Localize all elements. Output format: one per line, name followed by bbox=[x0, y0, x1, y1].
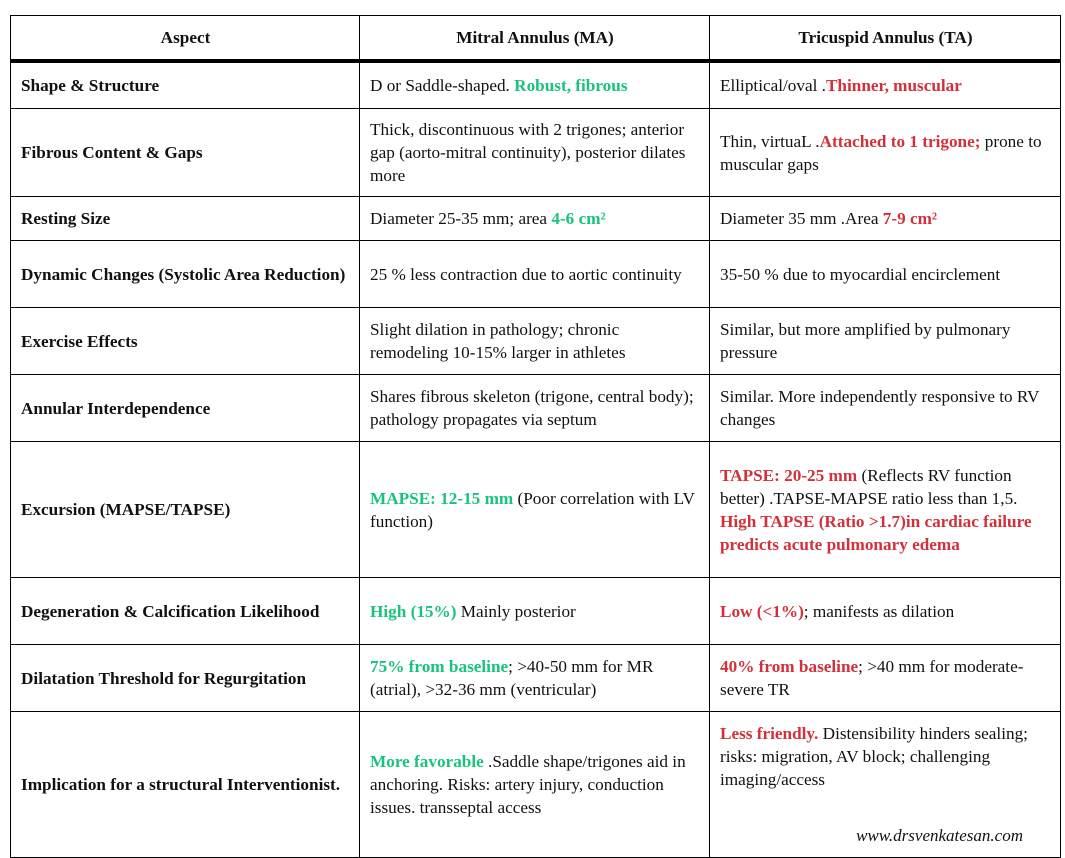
cell-text: Thick, discontinuous with 2 trigones; anterior gap (aorto-mitral continuity), posterior dilates more bbox=[370, 120, 686, 185]
aspect-cell: Implication for a structural Interventionist. bbox=[11, 712, 360, 858]
watermark: www.drsvenkatesan.com bbox=[856, 826, 1023, 845]
favorable-text: Robust, fibrous bbox=[514, 76, 628, 95]
cell-text: Similar, but more amplified by pulmonary pressure bbox=[720, 320, 1011, 362]
table-row bbox=[11, 578, 1061, 645]
tricuspid-cell bbox=[710, 375, 1061, 442]
tricuspid-cell bbox=[710, 712, 1061, 858]
mitral-cell bbox=[360, 61, 710, 109]
tricuspid-cell bbox=[710, 109, 1061, 197]
cell-text: Diameter 25-35 mm; area bbox=[370, 209, 552, 228]
mitral-cell bbox=[360, 442, 710, 578]
aspect-cell: Annular Interdependence bbox=[11, 375, 360, 442]
mitral-cell bbox=[360, 241, 710, 308]
mitral-cell bbox=[360, 645, 710, 712]
unfavorable-text: Low (<1%) bbox=[720, 601, 804, 621]
cell-text: Shares fibrous skeleton (trigone, central body); pathology propagates via septum bbox=[370, 387, 694, 429]
cell-text: 25 % less contraction due to aortic continuity bbox=[370, 264, 682, 284]
table-row bbox=[11, 308, 1061, 375]
cell-text: Slight dilation in pathology; chronic remodeling 10-15% larger in athletes bbox=[370, 320, 626, 362]
table-row bbox=[11, 241, 1061, 308]
cell-text: .Saddle shape/trigones aid in anchoring. Risks: artery injury, conduction issues. transseptal access bbox=[370, 752, 686, 817]
aspect-cell: Shape & Structure bbox=[11, 61, 360, 109]
mitral-cell bbox=[360, 375, 710, 442]
cell-text: (Poor correlation with LV function) bbox=[370, 488, 695, 531]
comparison-table bbox=[10, 15, 1061, 858]
cell-text: 35-50 % due to myocardial encirclement bbox=[720, 264, 1001, 284]
unfavorable-text: 7-9 cm² bbox=[882, 209, 938, 228]
aspect-cell: Resting Size bbox=[11, 197, 360, 241]
unfavorable-text: TAPSE: 20-25 mm bbox=[720, 465, 858, 485]
mitral-cell bbox=[360, 578, 710, 645]
table-row bbox=[11, 197, 1061, 241]
cell-text: D or Saddle-shaped. bbox=[370, 76, 515, 95]
table-row bbox=[11, 109, 1061, 197]
table-row bbox=[11, 645, 1061, 712]
header-aspect: Aspect bbox=[11, 16, 360, 62]
header-mitral: Mitral Annulus (MA) bbox=[360, 16, 710, 62]
cell-text: Similar. More independently responsive to RV changes bbox=[720, 387, 1040, 429]
cell-text: ; >40 mm for moderate-severe TR bbox=[720, 657, 1024, 699]
unfavorable-text: High TAPSE (Ratio >1.7)in cardiac failure predicts acute pulmonary edema bbox=[720, 511, 1032, 554]
unfavorable-text: Attached to 1 trigone; bbox=[819, 131, 981, 151]
favorable-text: More favorable bbox=[370, 752, 484, 771]
aspect-cell: Excursion (MAPSE/TAPSE) bbox=[11, 442, 360, 578]
table-row bbox=[11, 375, 1061, 442]
cell-text: Mainly posterior bbox=[456, 601, 576, 621]
unfavorable-text: Thinner, muscular bbox=[825, 76, 962, 95]
tricuspid-cell bbox=[710, 241, 1061, 308]
tricuspid-cell bbox=[710, 308, 1061, 375]
cell-text: Diameter 35 mm .Area bbox=[720, 209, 883, 228]
aspect-cell: Degeneration & Calcification Likelihood bbox=[11, 578, 360, 645]
table-row bbox=[11, 712, 1061, 858]
aspect-cell: Dynamic Changes (Systolic Area Reduction) bbox=[11, 241, 360, 308]
favorable-text: 4-6 cm² bbox=[551, 209, 606, 228]
mitral-cell bbox=[360, 308, 710, 375]
header-row bbox=[11, 16, 1061, 62]
cell-text: Distensibility hinders sealing; risks: migration, AV block; challenging imaging/access bbox=[720, 724, 1028, 789]
favorable-text: 75% from baseline bbox=[370, 657, 509, 676]
aspect-cell: Fibrous Content & Gaps bbox=[11, 109, 360, 197]
cell-text: Thin, virtuaL . bbox=[720, 131, 820, 151]
tricuspid-cell bbox=[710, 645, 1061, 712]
tricuspid-cell bbox=[710, 578, 1061, 645]
unfavorable-text: Less friendly. bbox=[720, 724, 819, 743]
favorable-text: High (15%) bbox=[370, 601, 457, 621]
mitral-cell bbox=[360, 109, 710, 197]
header-tricuspid: Tricuspid Annulus (TA) bbox=[710, 16, 1061, 62]
aspect-cell: Dilatation Threshold for Regurgitation bbox=[11, 645, 360, 712]
tricuspid-cell bbox=[710, 197, 1061, 241]
tricuspid-cell bbox=[710, 442, 1061, 578]
favorable-text: MAPSE: 12-15 mm bbox=[370, 488, 514, 508]
unfavorable-text: 40% from baseline bbox=[720, 657, 859, 676]
aspect-cell: Exercise Effects bbox=[11, 308, 360, 375]
table-row bbox=[11, 61, 1061, 109]
mitral-cell bbox=[360, 197, 710, 241]
mitral-cell bbox=[360, 712, 710, 858]
cell-text: ; manifests as dilation bbox=[803, 601, 955, 621]
cell-text: prone to muscular gaps bbox=[720, 131, 1042, 174]
tricuspid-cell bbox=[710, 61, 1061, 109]
cell-text: (Reflects RV function better) .TAPSE-MAPSE ratio less than 1,5. bbox=[720, 465, 1018, 508]
cell-text: Elliptical/oval . bbox=[720, 76, 826, 95]
cell-text: ; >40-50 mm for MR (atrial), >32-36 mm (ventricular) bbox=[370, 657, 654, 699]
table-row bbox=[11, 442, 1061, 578]
